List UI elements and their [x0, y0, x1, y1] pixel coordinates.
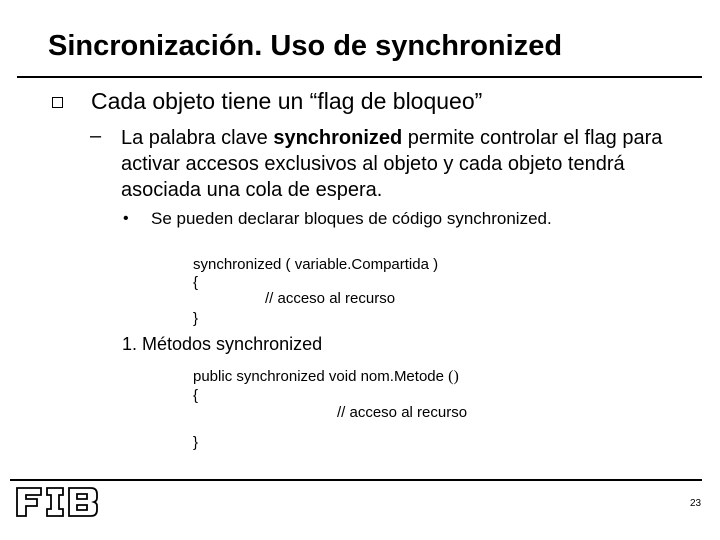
block-code-line1: synchronized ( variable.Compartida ) [193, 256, 439, 273]
bullet-level3: Se pueden declarar bloques de código synchronized. [151, 209, 552, 228]
method-code-parens: () [448, 368, 459, 385]
bullet-level2-pre: La palabra clave [121, 127, 274, 149]
bullet-level2-keyword: synchronized [273, 127, 403, 149]
bullet-level2-post: permite controlar el flag para activar accesos exclusivos al objeto y cada objeto tendrá asociada una cola de espera. [121, 127, 663, 201]
dot-marker: • [123, 210, 129, 227]
method-code-comment: // acceso al recurso [337, 404, 468, 421]
block-code-open-brace: { [193, 274, 199, 291]
numbered-item: 1. Métodos synchronized [122, 334, 323, 354]
dash-marker: – [90, 125, 102, 147]
block-code-comment: // acceso al recurso [265, 290, 396, 307]
square-bullet-icon [52, 97, 63, 108]
fib-logo [15, 486, 99, 518]
slide-title: Sincronización. Uso de synchronized [48, 30, 563, 62]
block-code-close-brace: } [193, 310, 199, 327]
bullet-level1: Cada objeto tiene un “flag de bloqueo” [91, 88, 483, 114]
page-number: 23 [690, 498, 702, 509]
method-code-sig-text: public synchronized void nom.Metode [193, 368, 449, 385]
bullet-level2 [121, 125, 691, 203]
method-code-signature [193, 368, 459, 386]
method-code-open-brace: { [193, 387, 199, 404]
method-code-close-brace: } [193, 434, 199, 451]
title-divider [17, 76, 702, 78]
footer-divider [10, 479, 702, 481]
